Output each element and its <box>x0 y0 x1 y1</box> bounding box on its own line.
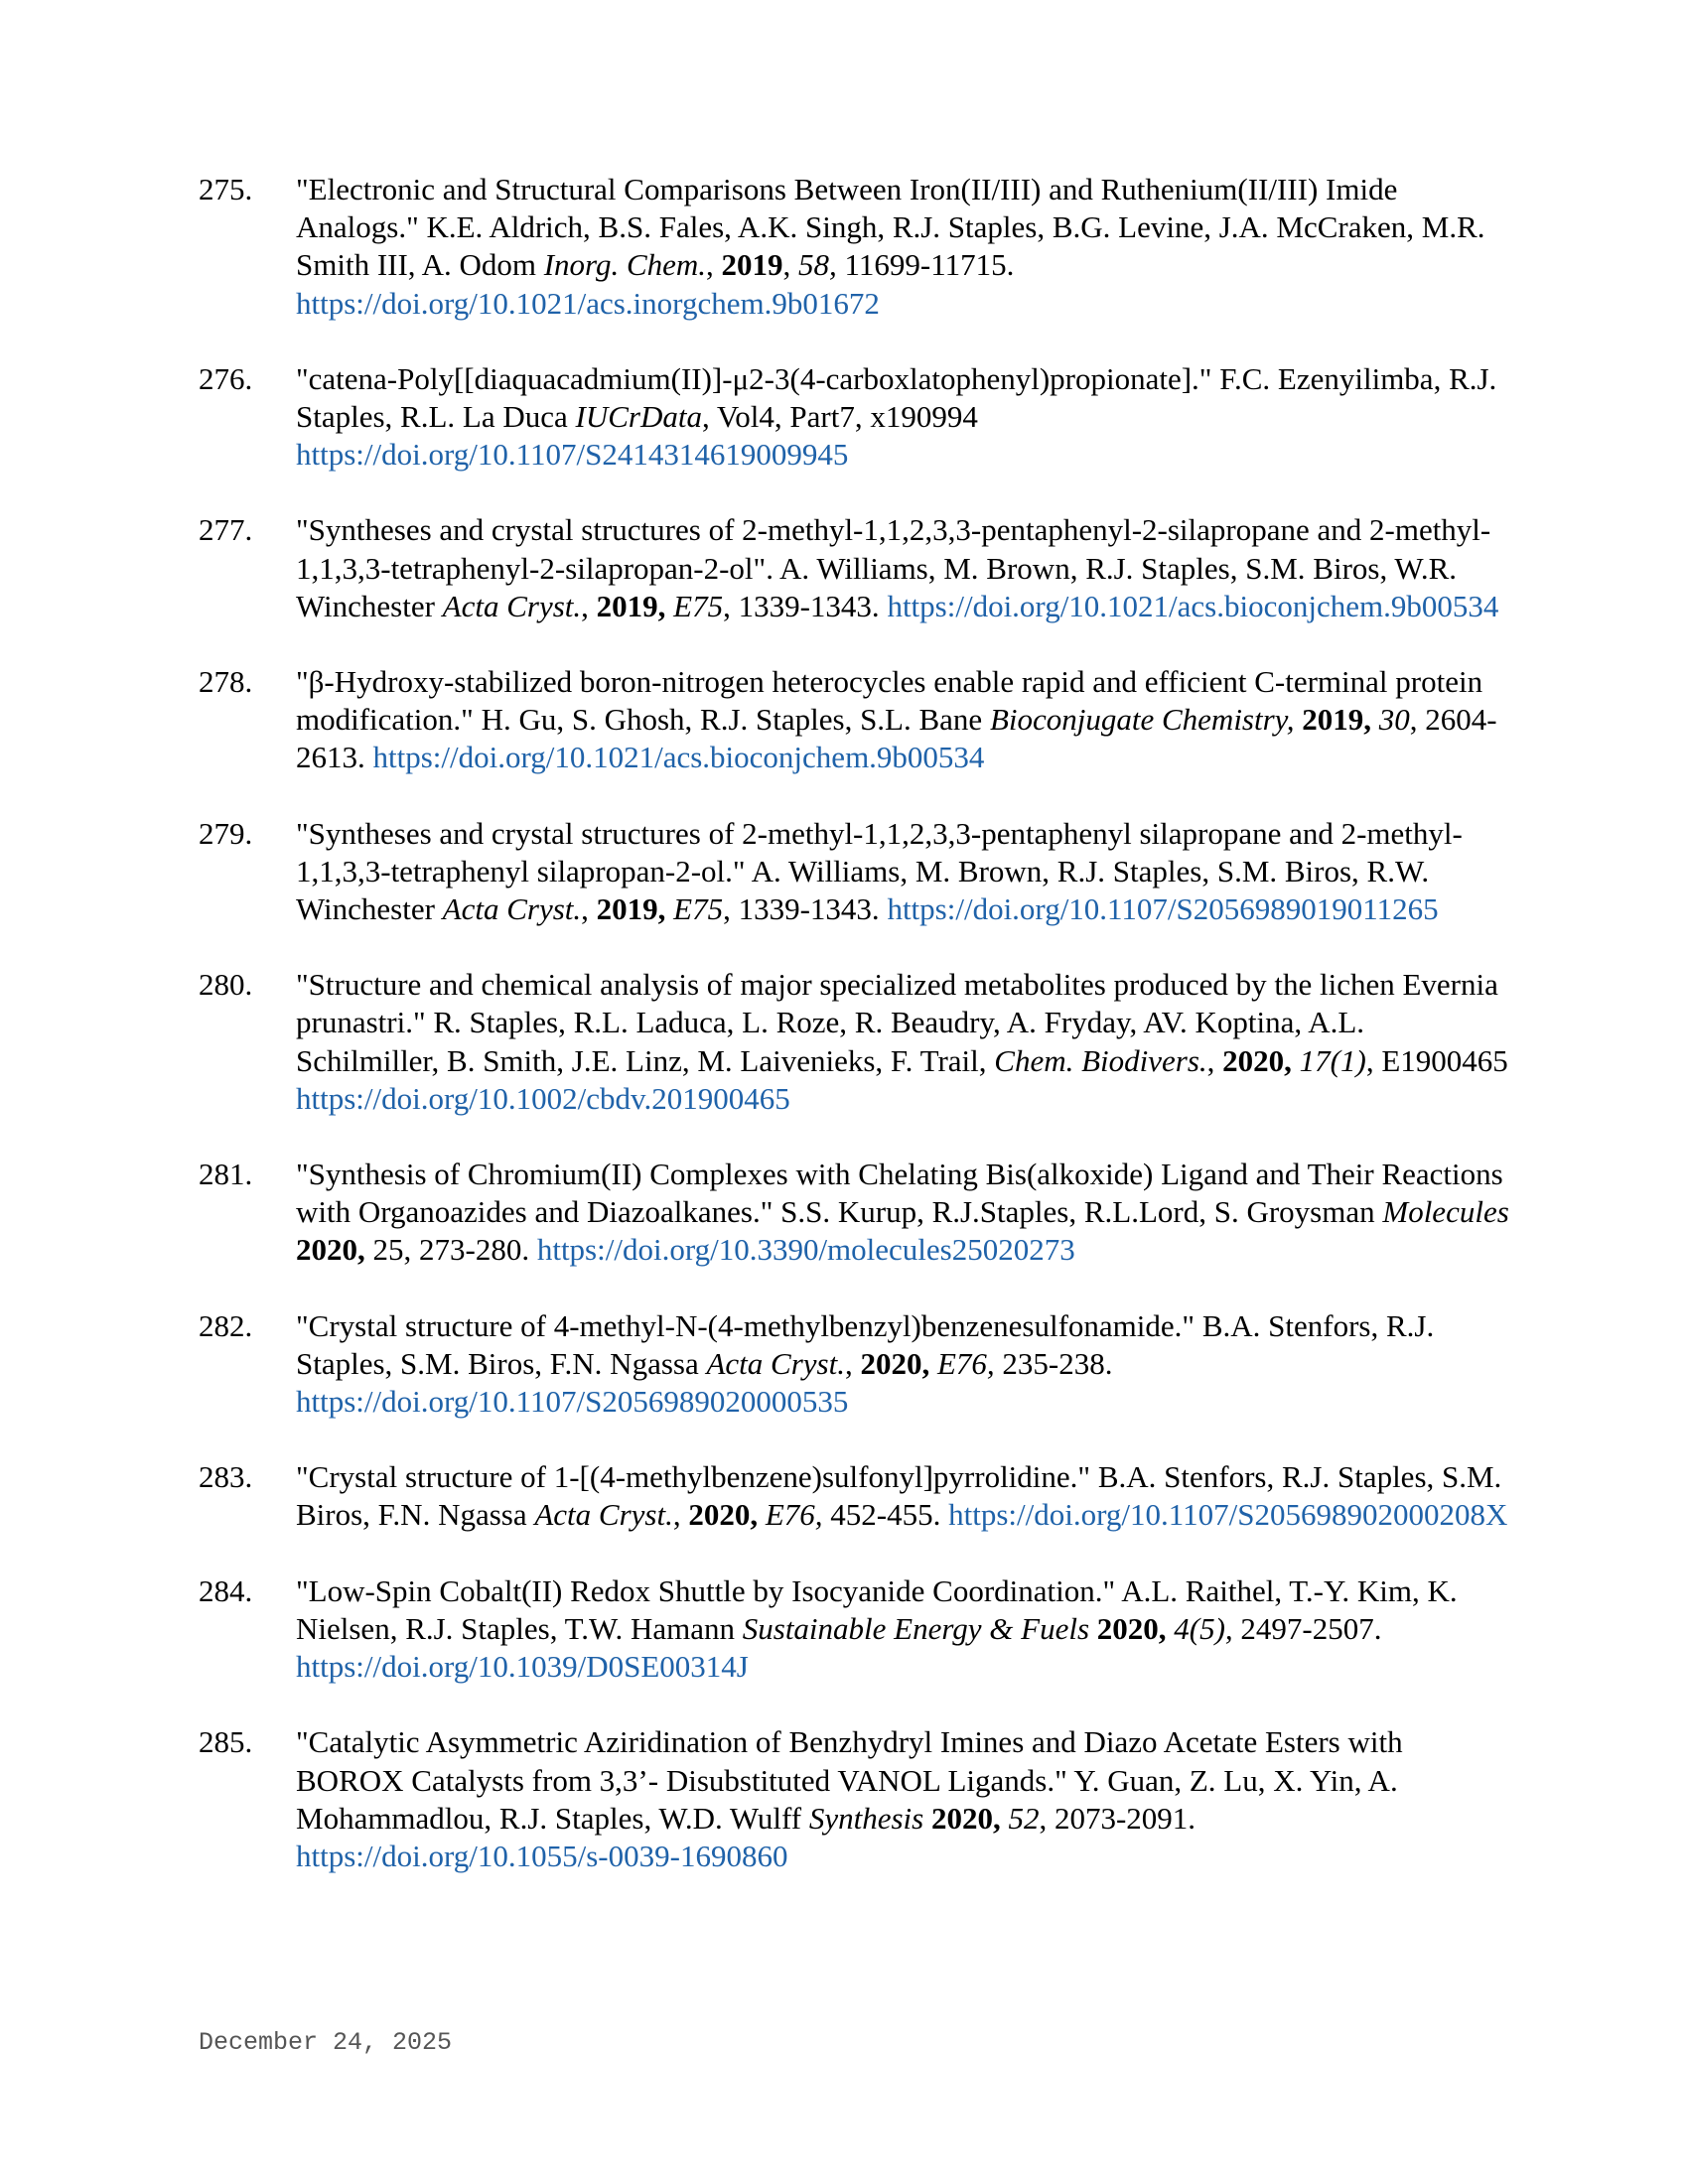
reference-number: 275. <box>199 172 253 206</box>
reference-volume: E75 <box>673 588 724 623</box>
reference-volume: E76, <box>765 1497 823 1533</box>
reference-journal: Acta Cryst. <box>706 1345 845 1381</box>
reference-title: "Low-Spin Cobalt(II) Redox Shuttle by Isocyanide Coordination." <box>296 1572 1116 1608</box>
reference-separator <box>923 1801 931 1836</box>
reference-pages: , 2604-2613. <box>296 702 1497 775</box>
footer-date: December 24, 2025 <box>199 2028 453 2057</box>
reference-authors: S.S. Kurup, R.J.Staples, R.L.Lord, S. Groysman <box>773 1194 1383 1230</box>
reference-body <box>296 1723 1509 1875</box>
reference-separator <box>1089 1611 1097 1646</box>
reference-volume: 4(5), <box>1174 1610 1233 1646</box>
reference-item <box>199 1307 1509 1422</box>
reference-separator <box>758 1497 766 1532</box>
reference-journal: Inorg. Chem. <box>543 247 707 283</box>
reference-item <box>199 360 1509 475</box>
reference-year: 2020, <box>1096 1610 1167 1646</box>
reference-authors: B.A. Stenfors, R.J. Staples, S.M. Biros, F.N. Ngassa <box>296 1459 1502 1533</box>
reference-pages: 25, 273-280. <box>372 1232 537 1268</box>
reference-authors: Y. Guan, Z. Lu, X. Yin, A. Mohammadlou, R.J. Staples, W.D. Wulff <box>296 1762 1398 1836</box>
reference-body <box>296 1458 1509 1534</box>
reference-journal: Synthesis <box>808 1800 924 1836</box>
reference-title: "β-Hydroxy-stabilized boron-nitrogen heterocycles enable rapid and efficient C-terminal protein modification." <box>296 664 1483 738</box>
reference-authors: A. Williams, M. Brown, R.J. Staples, S.M. Biros, R.W. Winchester <box>296 853 1430 927</box>
reference-pages: 11699-11715. <box>836 247 1015 283</box>
reference-pages: 2497-2507. <box>1232 1610 1382 1646</box>
doi-link[interactable]: https://doi.org/10.1021/acs.bioconjchem.9b00534 <box>372 740 985 775</box>
reference-separator: , <box>782 247 799 283</box>
reference-item <box>199 663 1509 777</box>
reference-number: 283. <box>199 1459 253 1495</box>
reference-authors: F.C. Ezenyilimba, R.J. Staples, R.L. La Duca <box>296 360 1497 435</box>
reference-journal: Bioconjugate Chemistry, <box>989 702 1295 738</box>
reference-title: "Crystal structure of 1-[(4-methylbenzene)sulfonyl]pyrrolidine." <box>296 1459 1091 1495</box>
doi-link[interactable]: https://doi.org/10.1107/S2414314619009945 <box>296 437 849 473</box>
doi-link[interactable]: https://doi.org/10.1107/S2056989019011265 <box>887 891 1439 927</box>
reference-volume: 30 <box>1378 702 1410 738</box>
reference-separator <box>665 589 673 623</box>
reference-title: "Electronic and Structural Comparisons Between Iron(II/III) and Ruthenium(II/III) Imide Analogs." <box>296 172 1398 245</box>
reference-body <box>296 1156 1509 1270</box>
reference-list <box>199 171 1509 1913</box>
reference-separator: , <box>706 247 722 283</box>
reference-authors: R. Staples, R.L. Laduca, L. Roze, R. Beaudry, A. Fryday, AV. Koptina, A.L. Schilmiller, B. Smith, J.E. Linz, M. Laivenieks, F. Trail, <box>296 1005 1365 1078</box>
reference-number: 284. <box>199 1572 253 1608</box>
reference-year: 2020, <box>1222 1042 1292 1078</box>
reference-year: 2019, <box>1302 702 1371 738</box>
reference-body <box>296 815 1509 929</box>
reference-item <box>199 815 1509 929</box>
reference-volume: 52 <box>1008 1800 1040 1836</box>
reference-item <box>199 511 1509 625</box>
doi-link[interactable]: https://doi.org/10.1107/S2056989020000535 <box>296 1384 849 1420</box>
reference-pages: 452-455. <box>822 1497 949 1533</box>
reference-authors: H. Gu, S. Ghosh, R.J. Staples, S.L. Bane <box>473 702 990 738</box>
reference-number: 278. <box>199 664 253 700</box>
reference-title: "Syntheses and crystal structures of 2-methyl-1,1,2,3,3-pentaphenyl silapropane and 2-methyl-1,1,3,3-tetraphenyl silapropan-2-ol." <box>296 815 1463 888</box>
reference-body <box>296 1307 1509 1422</box>
reference-separator <box>929 1346 937 1381</box>
reference-year: 2020, <box>930 1800 1001 1836</box>
reference-separator: , <box>581 891 597 927</box>
reference-separator: , <box>844 1345 861 1381</box>
doi-link[interactable]: https://doi.org/10.1107/S205698902000208X <box>948 1497 1508 1533</box>
reference-number: 276. <box>199 360 253 396</box>
reference-volume: 58, <box>798 247 837 283</box>
reference-item <box>199 1723 1509 1875</box>
reference-item <box>199 966 1509 1118</box>
reference-item <box>199 1156 1509 1270</box>
doi-link[interactable]: https://doi.org/10.1002/cbdv.201900465 <box>296 1080 790 1116</box>
reference-item <box>199 1572 1509 1687</box>
reference-authors: A. Williams, M. Brown, R.J. Staples, S.M. Biros, W.R. Winchester <box>296 550 1457 623</box>
reference-year: 2019, <box>596 891 666 927</box>
doi-link[interactable]: https://doi.org/10.1021/acs.bioconjchem.9b00534 <box>887 588 1499 623</box>
reference-separator: , Vol4, Part7, x190994 <box>701 399 978 435</box>
reference-authors: K.E. Aldrich, B.S. Fales, A.K. Singh, R.J. Staples, B.G. Levine, J.A. McCraken, M.R. Smith III, A. Odom <box>296 209 1485 283</box>
reference-year: 2020, <box>860 1345 930 1381</box>
reference-journal: Chem. Biodivers. <box>994 1042 1207 1078</box>
reference-authors: B.A. Stenfors, R.J. Staples, S.M. Biros, F.N. Ngassa <box>296 1307 1435 1381</box>
reference-separator: , <box>672 1497 689 1533</box>
reference-body <box>296 663 1509 777</box>
reference-separator <box>665 891 673 926</box>
reference-journal: Sustainable Energy & Fuels <box>742 1610 1090 1646</box>
reference-number: 280. <box>199 967 253 1003</box>
reference-number: 285. <box>199 1724 253 1760</box>
reference-year: 2019 <box>721 247 783 283</box>
doi-link[interactable]: https://doi.org/10.3390/molecules25020273 <box>536 1232 1075 1268</box>
reference-number: 282. <box>199 1307 253 1343</box>
reference-title: "Catalytic Asymmetric Aziridination of Benzhydryl Imines and Diazo Acetate Esters with BOROX Catalysts from 3,3’- Disubstituted VANOL Ligands." <box>296 1724 1403 1798</box>
reference-number: 277. <box>199 512 253 548</box>
doi-link[interactable]: https://doi.org/10.1039/D0SE00314J <box>296 1649 749 1685</box>
reference-separator <box>1371 702 1379 737</box>
reference-journal: Acta Cryst. <box>442 891 582 927</box>
doi-link[interactable]: https://doi.org/10.1021/acs.inorgchem.9b01672 <box>296 285 880 321</box>
reference-body <box>296 1572 1509 1687</box>
reference-pages: , 1339-1343. <box>723 588 888 623</box>
reference-journal: IUCrData <box>575 399 702 435</box>
reference-body <box>296 171 1509 323</box>
reference-item <box>199 171 1509 323</box>
reference-volume: E76, <box>936 1345 995 1381</box>
reference-journal: Acta Cryst. <box>442 588 582 623</box>
reference-pages: , E1900465 <box>1365 1042 1508 1078</box>
reference-journal: Acta Cryst. <box>534 1497 673 1533</box>
reference-body <box>296 511 1509 625</box>
reference-title: "Crystal structure of 4-methyl-N-(4-methylbenzyl)benzenesulfonamide." <box>296 1307 1196 1343</box>
reference-year: 2020, <box>296 1232 365 1268</box>
reference-separator <box>1292 1043 1300 1078</box>
reference-item <box>199 1458 1509 1534</box>
reference-year: 2020, <box>688 1497 759 1533</box>
reference-title: "Structure and chemical analysis of major specialized metabolites produced by the lichen Evernia prunastri." <box>296 967 1498 1040</box>
reference-authors: A.L. Raithel, T.-Y. Kim, K. Nielsen, R.J. Staples, T.W. Hamann <box>296 1572 1458 1646</box>
reference-pages: 235-238. <box>994 1345 1113 1381</box>
doi-link[interactable]: https://doi.org/10.1055/s-0039-1690860 <box>296 1838 788 1873</box>
reference-separator <box>365 1232 373 1267</box>
reference-body <box>296 966 1509 1118</box>
reference-separator: , <box>1206 1042 1223 1078</box>
reference-body <box>296 360 1509 475</box>
reference-pages: , 2073-2091. <box>1039 1800 1196 1836</box>
reference-year: 2019, <box>596 588 666 623</box>
reference-separator: , <box>581 588 597 623</box>
reference-volume: E75 <box>673 891 724 927</box>
reference-number: 281. <box>199 1157 253 1192</box>
reference-number: 279. <box>199 815 253 851</box>
reference-pages: , 1339-1343. <box>723 891 888 927</box>
reference-volume: 17(1) <box>1299 1042 1366 1078</box>
reference-title: "Syntheses and crystal structures of 2-methyl-1,1,2,3,3-pentaphenyl-2-silapropane and 2-methyl-1,1,3,3-tetraphenyl-2-silapropan-2-ol". <box>296 512 1491 586</box>
reference-title: "Synthesis of Chromium(II) Complexes with Chelating Bis(alkoxide) Ligand and Their Reactions with Organoazides and Diazoalkanes." <box>296 1157 1503 1230</box>
reference-title: "catena-Poly[[diaquacadmium(II)]-μ2-3(4-carboxlatophenyl)propionate]." <box>296 360 1212 396</box>
reference-journal: Molecules <box>1382 1194 1509 1230</box>
